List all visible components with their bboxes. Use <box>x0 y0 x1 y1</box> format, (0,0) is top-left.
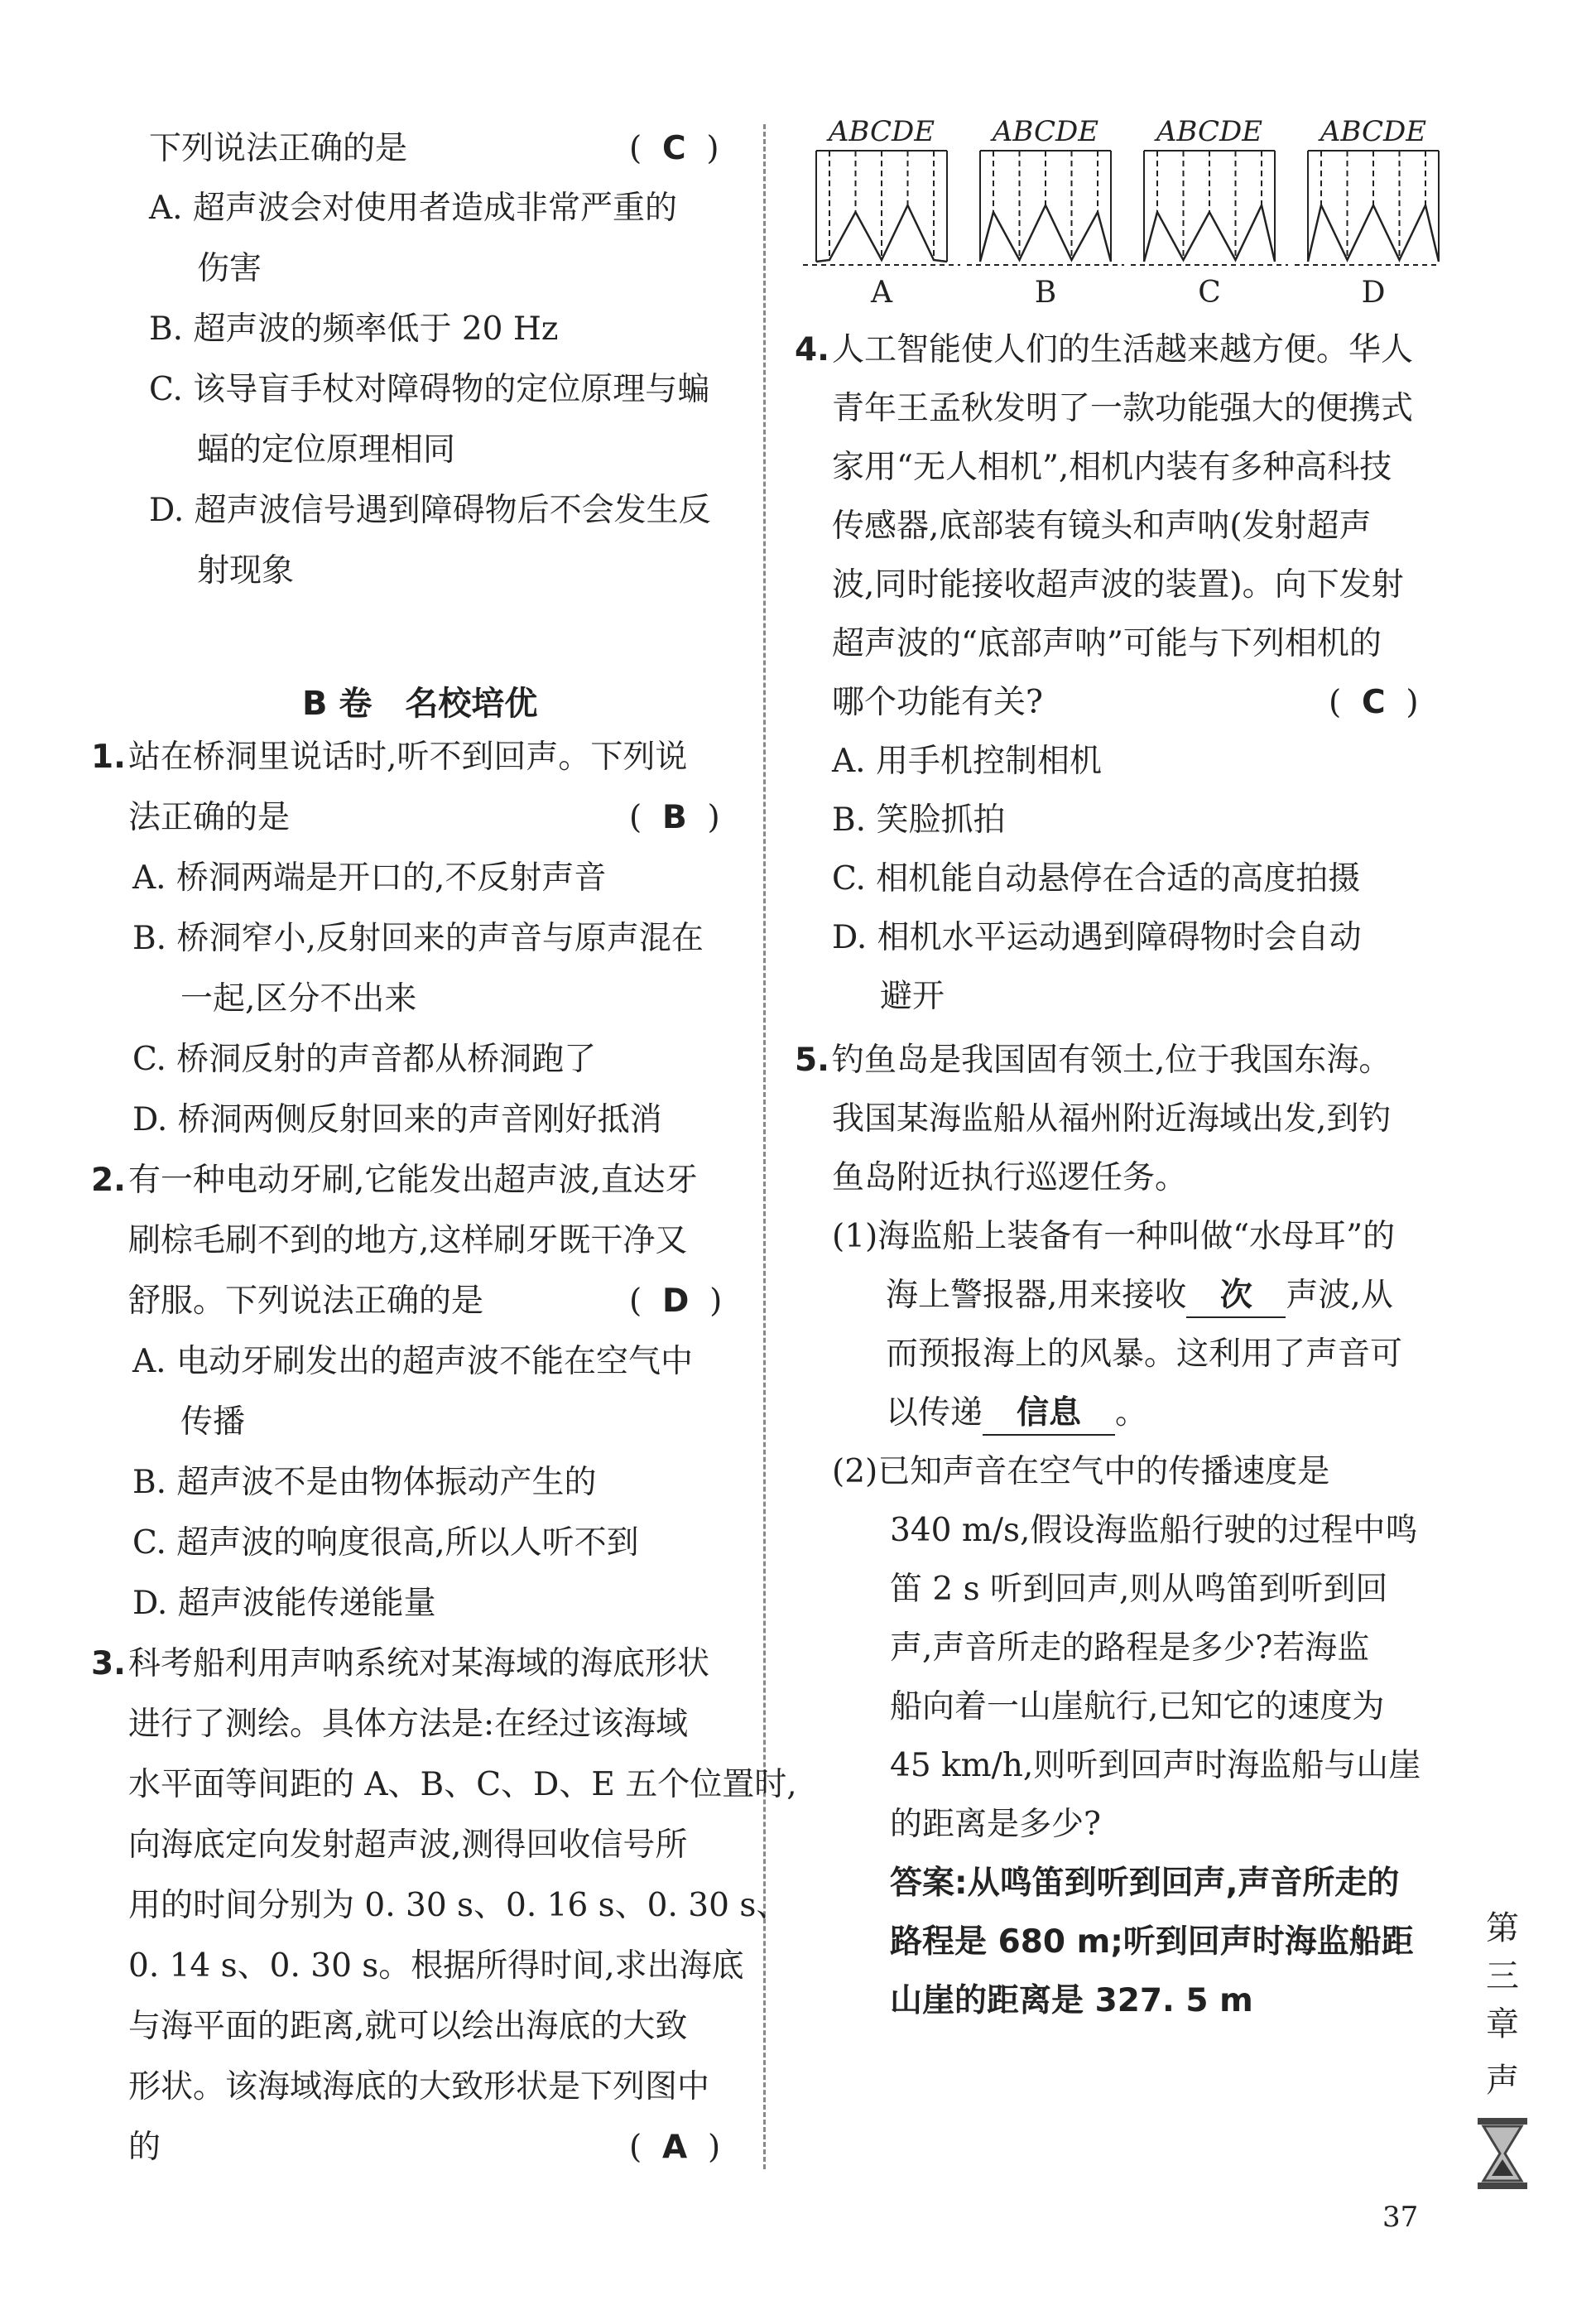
q5-sub1-line3: 而预报海上的风暴。这利用了声音可 <box>886 1335 1403 1373</box>
q3-answer: ( A ) <box>629 2129 721 2166</box>
q2-stem-line3: 舒服。下列说法正确的是 <box>128 1283 484 1320</box>
q4-number: 4. <box>795 331 829 368</box>
q0-option-d-line2: 射现象 <box>197 552 295 590</box>
q2-option-b: B. 超声波不是由物体振动产生的 <box>132 1464 597 1501</box>
q4-option-c: C. 相机能自动悬停在合适的高度拍摄 <box>832 860 1361 898</box>
q2-answer: ( D ) <box>629 1283 723 1320</box>
section-title: B 卷 名校培优 <box>302 685 538 723</box>
q2-number: 2. <box>91 1162 126 1199</box>
q0-option-c-line2: 蝠的定位原理相同 <box>197 431 456 469</box>
seafloor-options-figure <box>786 116 1440 306</box>
seafloor-option-B <box>967 116 1124 306</box>
q4-stem-line2: 青年王孟秋发明了一款功能强大的便携式 <box>832 390 1414 427</box>
seafloor-option-C <box>1131 116 1288 306</box>
q1-option-d: D. 桥洞两侧反射回来的声音刚好抵消 <box>132 1101 662 1138</box>
q5-answer-line1: 答案:从鸣笛到听到回声,声音所走的 <box>890 1865 1400 1902</box>
q3-stem-line5: 用的时间分别为 0. 30 s、0. 16 s、0. 30 s、 <box>128 1887 789 1924</box>
q4-stem-line6: 超声波的“底部声呐”可能与下列相机的 <box>832 625 1382 662</box>
page-number: 37 <box>1382 2201 1419 2234</box>
q5-blank1: 次 <box>1186 1275 1286 1318</box>
q5-sub2-line3: 笛 2 s 听到回声,则从鸣笛到听到回 <box>890 1571 1388 1608</box>
chapter-side-tab <box>1465 1904 1540 2194</box>
q4-option-b: B. 笑脸抓拍 <box>832 801 1006 839</box>
q5-blank2: 信息 <box>983 1393 1115 1436</box>
q0-option-c-line1: C. 该导盲手杖对障碍物的定位原理与蝙 <box>149 371 710 408</box>
hourglass-icon <box>1473 2116 1531 2191</box>
q0-option-a-line1: A. 超声波会对使用者造成非常严重的 <box>149 190 677 227</box>
side-tab-char: 三 <box>1486 1957 1519 1995</box>
q5-number: 5. <box>795 1042 829 1079</box>
q3-stem-line2: 进行了测绘。具体方法是:在经过该海域 <box>128 1706 689 1743</box>
q5-sub1-line2: 海上警报器,用来接收 次 声波,从 <box>886 1275 1393 1318</box>
q4-answer: ( C ) <box>1329 684 1419 721</box>
side-tab-char: 第 <box>1486 1909 1519 1947</box>
q0-stem: 下列说法正确的是 <box>149 130 408 167</box>
side-tab-char: 章 <box>1486 2005 1519 2043</box>
q1-number: 1. <box>91 739 126 776</box>
q5-answer-line3: 山崖的距离是 327. 5 m <box>890 1982 1253 2019</box>
q5-sub2-line7: 的距离是多少? <box>890 1806 1101 1843</box>
q4-option-d-line1: D. 相机水平运动遇到障碍物时会自动 <box>832 919 1362 956</box>
q2-stem-line1: 有一种电动牙刷,它能发出超声波,直达牙 <box>128 1162 698 1199</box>
seafloor-option-label: B <box>1034 276 1057 306</box>
q2-option-a-line2: 传播 <box>180 1403 246 1441</box>
q5-stem-line1: 钓鱼岛是我国固有领土,位于我国东海。 <box>832 1042 1392 1079</box>
q5-sub2-line6: 45 km/h,则听到回声时海监船与山崖 <box>890 1747 1421 1784</box>
q1-option-b-line2: 一起,区分不出来 <box>180 980 417 1018</box>
q5-stem-line2: 我国某海监船从福州附近海域出发,到钓 <box>832 1100 1392 1138</box>
q4-stem-line7: 哪个功能有关? <box>832 684 1043 721</box>
q3-stem-line3: 水平面等间距的 A、B、C、D、E 五个位置时, <box>128 1766 797 1803</box>
seafloor-option-label: D <box>1361 276 1386 306</box>
q2-stem-line2: 刷棕毛刷不到的地方,这样刷牙既干净又 <box>128 1222 688 1259</box>
q3-stem-line1: 科考船利用声呐系统对某海域的海底形状 <box>128 1645 710 1682</box>
q1-stem-line2: 法正确的是 <box>128 799 291 836</box>
q4-stem-line3: 家用“无人相机”,相机内装有多种高科技 <box>832 449 1392 486</box>
column-divider <box>763 124 766 2169</box>
q5-sub1-line1: (1)海监船上装备有一种叫做“水母耳”的 <box>832 1218 1396 1255</box>
seafloor-option-label: C <box>1198 276 1221 306</box>
q1-option-b-line1: B. 桥洞窄小,反射回来的声音与原声混在 <box>132 920 704 957</box>
q1-option-a: A. 桥洞两端是开口的,不反射声音 <box>132 859 607 897</box>
q3-stem-line9: 的 <box>128 2129 161 2166</box>
q3-number: 3. <box>91 1645 126 1682</box>
q5-sub2-line4: 声,声音所走的路程是多少?若海监 <box>890 1629 1370 1667</box>
q0-option-a-line2: 伤害 <box>197 250 262 287</box>
q4-option-a: A. 用手机控制相机 <box>832 743 1102 780</box>
q0-option-d-line1: D. 超声波信号遇到障碍物后不会发生反 <box>149 492 711 529</box>
q4-stem-line1: 人工智能使人们的生活越来越方便。华人 <box>832 331 1414 368</box>
q3-stem-line4: 向海底定向发射超声波,测得回收信号所 <box>128 1826 688 1864</box>
q4-option-d-line2: 避开 <box>880 978 945 1015</box>
q2-option-a-line1: A. 电动牙刷发出的超声波不能在空气中 <box>132 1343 693 1380</box>
sonar-position-labels: ABCDE <box>992 116 1099 148</box>
q3-stem-line8: 形状。该海域海底的大致形状是下列图中 <box>128 2068 710 2105</box>
q1-option-c: C. 桥洞反射的声音都从桥洞跑了 <box>132 1041 597 1078</box>
sonar-position-labels: ABCDE <box>1320 116 1427 148</box>
q0-answer: ( C ) <box>629 130 719 167</box>
q3-stem-line7: 与海平面的距离,就可以绘出海底的大致 <box>128 2008 688 2045</box>
side-tab-char: 声 <box>1486 2062 1519 2100</box>
q4-stem-line5: 波,同时能接收超声波的装置)。向下发射 <box>832 566 1404 604</box>
q5-stem-line3: 鱼岛附近执行巡逻任务。 <box>832 1159 1188 1196</box>
q1-answer: ( B ) <box>629 799 720 836</box>
q5-answer-line2: 路程是 680 m;听到回声时海监船距 <box>890 1923 1414 1961</box>
sonar-position-labels: ABCDE <box>1156 116 1263 148</box>
sonar-position-labels: ABCDE <box>828 116 935 148</box>
q2-option-d: D. 超声波能传递能量 <box>132 1585 436 1622</box>
seafloor-option-A <box>803 116 960 306</box>
q2-option-c: C. 超声波的响度很高,所以人听不到 <box>132 1524 639 1562</box>
q5-sub1-line4: 以传递 信息 。 <box>886 1393 1147 1436</box>
seafloor-option-D <box>1295 116 1440 306</box>
q3-stem-line6: 0. 14 s、0. 30 s。根据所得时间,求出海底 <box>128 1947 744 1985</box>
q5-sub2-line2: 340 m/s,假设海监船行驶的过程中鸣 <box>890 1512 1418 1549</box>
q4-stem-line4: 传感器,底部装有镜头和声呐(发射超声 <box>832 508 1372 545</box>
q0-option-b: B. 超声波的频率低于 20 Hz <box>149 310 559 348</box>
q5-sub2-line1: (2)已知声音在空气中的传播速度是 <box>832 1453 1330 1490</box>
q1-stem-line1: 站在桥洞里说话时,听不到回声。下列说 <box>128 739 688 776</box>
seafloor-option-label: A <box>871 276 892 306</box>
q5-sub2-line5: 船向着一山崖航行,已知它的速度为 <box>890 1688 1385 1725</box>
